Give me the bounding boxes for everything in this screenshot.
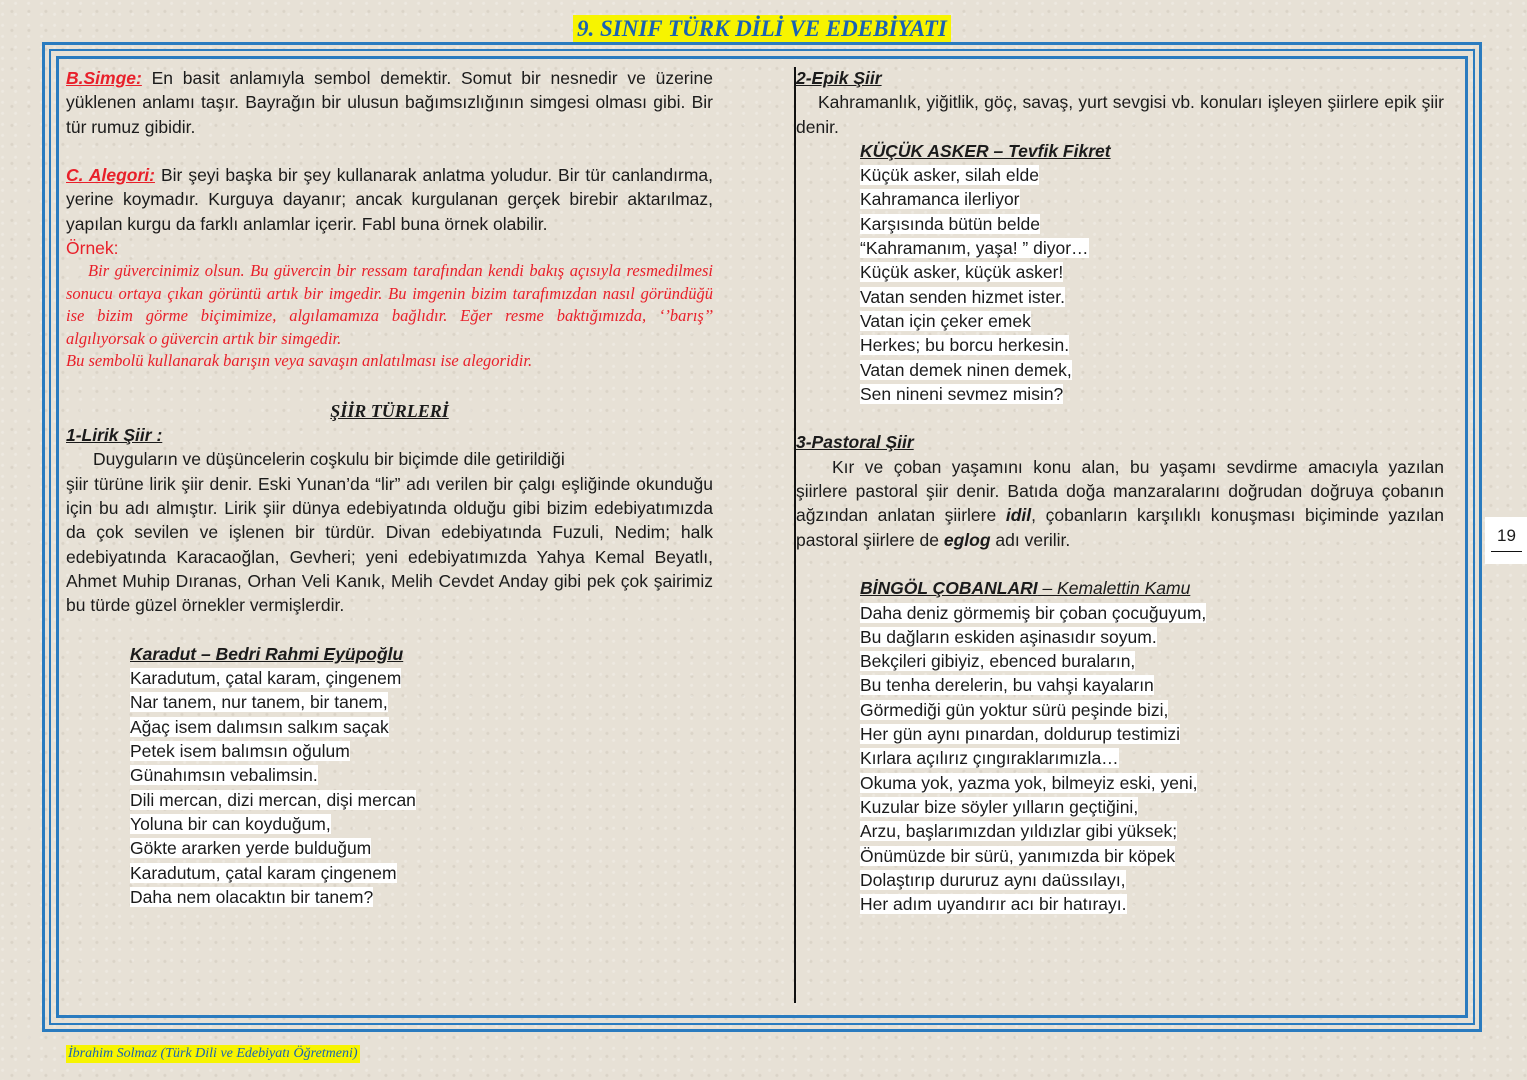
poem-line: Gökte ararken yerde bulduğum (130, 838, 372, 859)
poem-line: Kırlara açılırız çıngıraklarımızla… (860, 748, 1119, 769)
poem-line: Karşısında bütün belde (860, 213, 1040, 234)
poem-line: Kahramanca ilerliyor (860, 189, 1020, 210)
eglog-term: eglog (943, 529, 991, 550)
example-label: Örnek: (66, 238, 119, 259)
poem-line: Vatan için çeker emek (860, 310, 1031, 331)
poem-line: Bekçileri gibiyiz, ebenced buraların, (860, 651, 1136, 672)
left-column (66, 66, 718, 909)
poem-line: Kuzular bize söyler yılların geçtiğini, (860, 796, 1139, 817)
poem-line: Daha nem olacaktın bir tanem? (130, 886, 374, 907)
simge-text: En basit anlamıyla sembol demektir. Somut bir nesnedir ve üzerine yüklenen anlamı taşır. Bayrağın bir ulusun bağımsızlığının simgesi olması gibi. Bir tür rumuz gibidir. (66, 68, 713, 137)
poem-line: Dili mercan, dizi mercan, dişi mercan (130, 789, 416, 810)
pastoral-text: Kır ve çoban yaşamını konu alan, bu yaşamı sevdirme amacıyla yazılan şiirlere pastoral şiir denir. Batıda doğa manzaralarını doğrudan doğruya çobanın ağzından anlatan şiirlere idil, çobanların karşılıklı konuşması biçiminde yazılan pastoral şiirlere de eglog adı verilir. (796, 456, 1445, 550)
page-title: 9. SINIF TÜRK DİLİ VE EDEBİYATI (573, 15, 951, 42)
lirik-first-line: Duyguların ve düşüncelerin coşkulu bir biçimde dile getirildiği (93, 449, 565, 470)
poem-line: Petek isem balımsın oğulum (130, 741, 350, 762)
kucuk-asker-poem (796, 139, 1444, 406)
poem-line: Arzu, başlarımızdan yıldızlar gibi yüksek; (860, 821, 1178, 842)
alegori-paragraph (66, 163, 713, 236)
poem-line: Daha deniz görmemiş bir çoban çocuğuyum, (860, 602, 1207, 623)
poem-line: Herkes; bu borcu herkesin. (860, 335, 1070, 356)
karadut-poem (66, 642, 713, 909)
pastoral-poem-title: BİNGÖL ÇOBANLARI – Kemalettin Kamu (860, 578, 1191, 599)
poem-line: Bu dağların eskiden aşinasıdır soyum. (860, 626, 1157, 647)
poem-line: Küçük asker, küçük asker! (860, 262, 1064, 283)
poem-line: Okuma yok, yazma yok, bilmeyiz eski, yeni, (860, 772, 1198, 793)
footer-author: İbrahim Solmaz (Türk Dili ve Edebiyatı Öğretmeni) (68, 1046, 358, 1061)
poem-line: Nar tanem, nur tanem, bir tanem, (130, 692, 388, 713)
right-column (796, 66, 1444, 916)
lirik-text: şiir türüne lirik şiir denir. Eski Yunan’da “lir” adı verilen bir çalgı eşliğinde okunduğu için bu adı almıştır. Lirik şiir dünya edebiyatında olduğu gibi bizim edebiyatımızda da çok sevilen ve işlenen bir türdür. Divan edebiyatında Fuzuli, Nedim; halk edebiyatında Karacaoğlan, Gevheri; yeni edebiyatımızda Yahya Kemal Beyatlı, Ahmet Muhip Dıranas, Orhan Veli Kanık, Melih Cevdet Anday gibi pek çok şairimiz bu türde güzel örnekler vermişlerdir. (66, 473, 713, 616)
poem-line: “Kahramanım, yaşa! ” diyor… (860, 238, 1089, 259)
simge-paragraph (66, 66, 713, 139)
poem-line: Görmediği gün yoktur sürü peşinde bizi, (860, 699, 1169, 720)
alegori-label: C. Alegori: (66, 165, 155, 186)
poem-line: Vatan senden hizmet ister. (860, 286, 1065, 307)
poem-line: Vatan demek ninen demek, (860, 359, 1072, 380)
poem-line: Karadutum, çatal karam çingenem (130, 862, 397, 883)
pastoral-heading: 3-Pastoral Şiir (796, 432, 914, 453)
poem-line: Bu tenha derelerin, bu vahşi kayaların (860, 675, 1154, 696)
epik-poem-title: KÜÇÜK ASKER – Tevfik Fikret (860, 140, 1111, 161)
poem-line: Ağaç isem dalımsın salkım saçak (130, 716, 389, 737)
poem-line: Küçük asker, silah elde (860, 165, 1039, 186)
poem-title: Karadut – Bedri Rahmi Eyüpoğlu (130, 643, 404, 664)
poem-line: Önümüzde bir sürü, yanımızda bir köpek (860, 845, 1176, 866)
page-number: 19 (1485, 517, 1527, 564)
example-conclusion: Bu sembolü kullanarak barışın veya savaşın anlatılması ise alegoridir. (66, 351, 533, 371)
poem-line: Günahımsın vebalimsin. (130, 765, 318, 786)
poem-line: Yoluna bir can koyduğum, (130, 813, 331, 834)
bingol-poem (796, 576, 1444, 916)
example-text: Bir güvercinimiz olsun. Bu güvercin bir ressam tarafından kendi bakış açısıyla resmedilmesi sonucu ortaya çıkan görüntü artık bir imgedir. Bu imgenin bizim tarafımızdan nasıl göründüğü ise bizim görme biçimimize, algılamamıza bağlıdır. Eğer resme baktığımızda, ‘’barış’’ algılıyorsak o güvercin artık bir simgedir. (66, 261, 718, 348)
poem-line: Sen nineni sevmez misin? (860, 383, 1064, 404)
alegori-text: Bir şeyi başka bir şey kullanarak anlatma yoludur. Bir tür canlandırma, yerine koymadır. Kurguya dayanır; ancak kurgulanan gerçek birebir aktarılmaz, yapılan kurgu da farklı anlamlar içerir. Fabl buna örnek olabilir. (66, 165, 713, 234)
section-title: ŞİİR TÜRLERİ (330, 400, 449, 421)
epik-heading: 2-Epik Şiir (796, 68, 882, 88)
epik-text: Kahramanlık, yiğitlik, göç, savaş, yurt sevgisi vb. konuları işleyen şiirlere epik şiir denir. (796, 92, 1444, 137)
idil-term: idil (1005, 505, 1032, 526)
simge-label: B.Simge: (66, 68, 142, 88)
poem-line: Her gün aynı pınardan, doldurup testimizi (860, 724, 1181, 745)
poem-line: Dolaştırıp dururuz aynı daüssılayı, (860, 869, 1126, 890)
poem-line: Her adım uyandırır acı bir hatırayı. (860, 894, 1127, 915)
lirik-heading: 1-Lirik Şiir : (66, 425, 163, 446)
poem-line: Karadutum, çatal karam, çingenem (130, 668, 402, 689)
